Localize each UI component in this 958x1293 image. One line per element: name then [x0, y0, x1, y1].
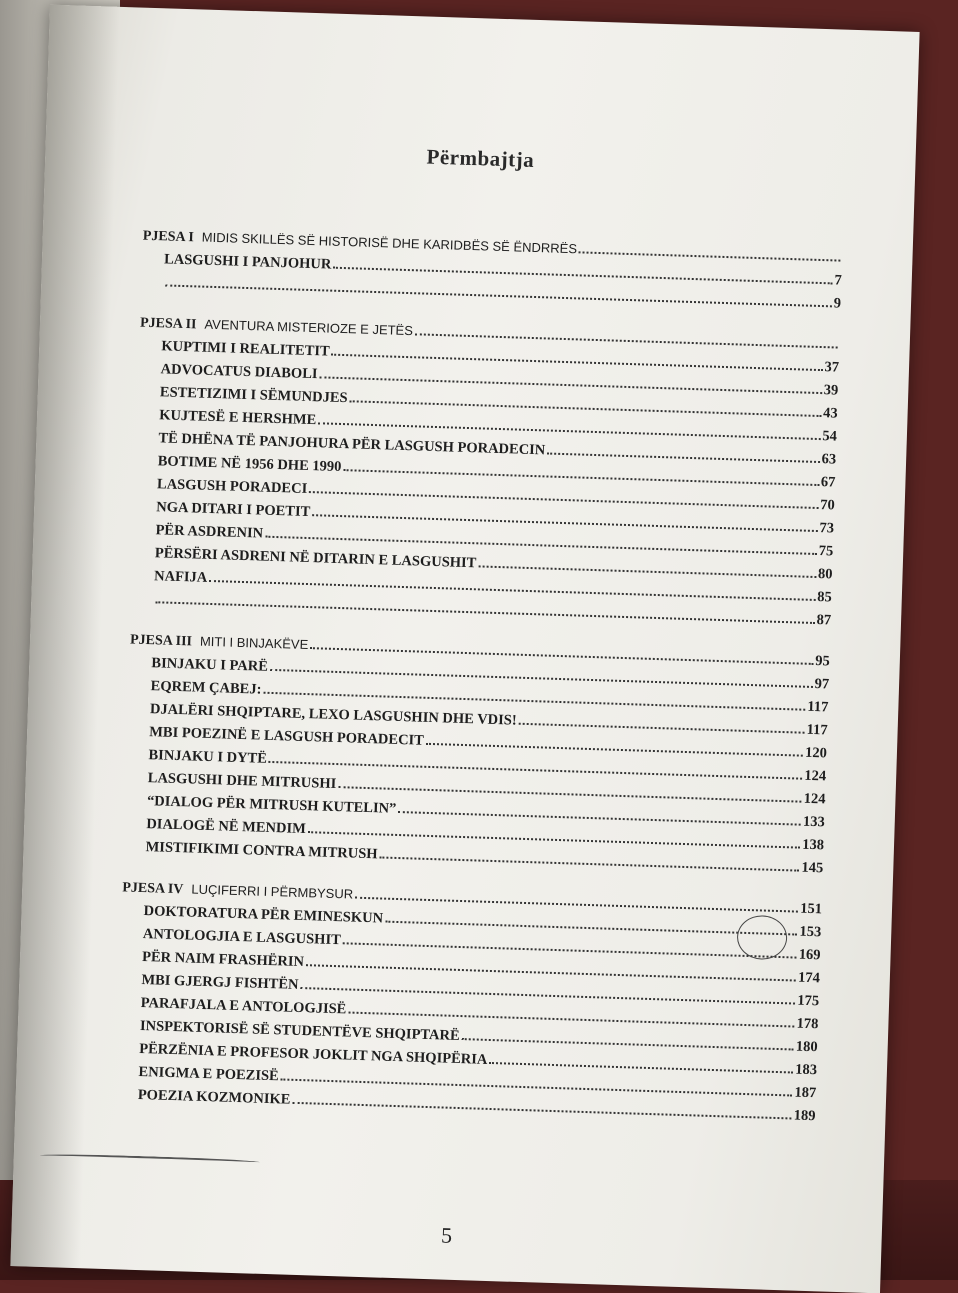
- toc-part: [123, 631, 830, 883]
- part-number: PJESA I: [142, 228, 194, 246]
- entry-title: PARAFJALA E ANTOLOGJISË: [140, 994, 347, 1018]
- entry-title: POEZIA KOZMONIKE: [137, 1086, 291, 1108]
- entry-title: ADVOCATUS DIABOLI: [160, 361, 318, 383]
- entry-title: MBI POEZINË E LASGUSH PORADECIT: [148, 724, 425, 749]
- entry-page-number: 54: [822, 428, 838, 445]
- entry-page-number: 85: [817, 589, 833, 606]
- entry-title: DJALËRI SHQIPTARE, LEXO LASGUSHIN DHE VDIS!: [149, 701, 517, 729]
- entry-title: DIALOGË NË MENDIM: [146, 816, 307, 838]
- toc-part: [141, 228, 843, 319]
- dot-leader: [385, 921, 798, 936]
- dot-leader: [348, 1012, 794, 1028]
- entry-page-number: 145: [801, 859, 824, 877]
- entry-page-number: 169: [798, 946, 821, 964]
- entry-page-number: 180: [795, 1038, 818, 1056]
- entry-title: NGA DITARI I POETIT: [156, 499, 311, 521]
- dot-leader: [379, 856, 799, 871]
- entry-page-number: 67: [820, 474, 836, 491]
- part-page-number: 151: [800, 900, 823, 918]
- entry-title: LASGUSHI DHE MITRUSHI: [147, 770, 337, 793]
- entry-page-number: 73: [819, 520, 835, 537]
- entry-page-number: 120: [804, 744, 828, 762]
- entry-page-number: 37: [824, 359, 840, 376]
- entry-page-number: 7: [834, 272, 843, 289]
- dot-leader: [343, 942, 797, 958]
- dot-leader: [292, 1102, 791, 1120]
- dot-leader: [547, 452, 819, 463]
- book-page: [10, 5, 919, 1293]
- entry-page-number: 189: [793, 1107, 816, 1125]
- entry-page-number: 138: [802, 836, 825, 854]
- entry-page-number: 124: [803, 790, 826, 808]
- entry-title: “DIALOG PËR MITRUSH KUTELIN”: [146, 793, 397, 817]
- entry-page-number: 43: [822, 405, 838, 422]
- entry-title: MBI GJERGJ FISHTËN: [141, 972, 299, 993]
- entry-title: DOKTORATURA PËR EMINESKUN: [143, 903, 384, 927]
- entry-page-number: 133: [802, 813, 825, 831]
- entry-title: LASGUSHI I PANJOHUR: [163, 251, 332, 273]
- part-title: LUÇIFERRI I PËRMBYSUR: [191, 881, 354, 902]
- entry-page-number: 178: [796, 1015, 819, 1033]
- dot-leader: [398, 811, 801, 826]
- entry-title: BINJAKU I PARË: [151, 655, 269, 675]
- part-title: AVENTURA MISTERIOZE E JETËS: [204, 316, 414, 339]
- entry-page-number: 117: [806, 721, 828, 739]
- entry-title: ESTETIZIMI I SËMUNDJES: [159, 384, 348, 407]
- part-page-number: 95: [815, 653, 831, 670]
- part-number: PJESA IV: [122, 880, 184, 898]
- page-number: 5: [440, 1222, 453, 1248]
- entry-title: PËR ASDRENIN: [155, 522, 264, 542]
- entry-page-number: 175: [797, 992, 820, 1010]
- entry-title: EQREM ÇABEJ:: [150, 678, 262, 698]
- entry-page-number: 117: [807, 698, 829, 716]
- entry-page-number: 63: [821, 451, 837, 468]
- dot-leader: [415, 333, 838, 348]
- table-of-contents: [115, 228, 842, 1132]
- dot-leader: [489, 1062, 793, 1074]
- toc-part: [115, 879, 822, 1131]
- dot-leader: [426, 743, 803, 757]
- entry-title: PËRZËNIA E PROFESOR JOKLIT NGA SHQIPËRIA: [139, 1040, 488, 1068]
- entry-page-number: 75: [818, 543, 834, 560]
- entry-page-number: 183: [794, 1061, 818, 1079]
- dot-leader: [355, 897, 798, 913]
- entry-title: BINJAKU I DYTË: [148, 747, 268, 767]
- entry-page-number: 80: [817, 566, 833, 583]
- dot-leader: [519, 723, 805, 734]
- toc-part: [131, 315, 840, 636]
- entry-title: KUJTESË E HERSHME: [158, 407, 317, 429]
- entry-title: LASGUSH PORADECI: [156, 476, 308, 497]
- page-title: Përmbajtja: [426, 144, 535, 172]
- part-title: MIDIS SKILLËS SË HISTORISË DHE KARIDBËS SË ËNDRRËS: [201, 229, 578, 257]
- entry-page-number: 39: [823, 382, 839, 399]
- entry-title: TË DHËNA TË PANJOHURA PËR LASGUSH PORADECIN: [158, 430, 546, 459]
- dot-leader: [579, 251, 841, 261]
- dot-leader: [461, 1038, 793, 1050]
- entry-page-number: 174: [797, 969, 821, 987]
- entry-title: PËRSËRI ASDRENI NË DITARIN E LASGUSHIT: [154, 545, 477, 572]
- entry-page-number: 87: [816, 612, 832, 629]
- entry-title: ANTOLOGJIA E LASGUSHIT: [142, 926, 342, 949]
- part-number: PJESA III: [129, 632, 193, 650]
- entry-title: BOTIME NË 1956 DHE 1990: [157, 453, 342, 476]
- part-number: PJESA II: [139, 315, 197, 333]
- dot-leader: [338, 786, 802, 803]
- entry-page-number: 9: [833, 295, 842, 312]
- dot-leader: [478, 565, 816, 578]
- entry-page-number: 97: [814, 676, 830, 693]
- entry-title: INSPEKTORISË SË STUDENTËVE SHQIPTARË: [139, 1017, 460, 1045]
- entry-page-number: 153: [799, 923, 822, 941]
- entry-title: NAFIJA: [153, 568, 208, 586]
- entry-title: KUPTIMI I REALITETIT: [161, 338, 330, 360]
- entry-title: ENIGMA E POEZISË: [138, 1063, 279, 1085]
- entry-title: PËR NAIM FRASHËRIN: [141, 949, 305, 971]
- entry-page-number: 70: [819, 497, 835, 514]
- entry-page-number: 124: [804, 767, 827, 785]
- entry-title: MISTIFIKIMI CONTRA MITRUSH: [145, 839, 378, 863]
- part-title: MITI I BINJAKËVE: [199, 633, 309, 653]
- entry-page-number: 187: [794, 1084, 817, 1102]
